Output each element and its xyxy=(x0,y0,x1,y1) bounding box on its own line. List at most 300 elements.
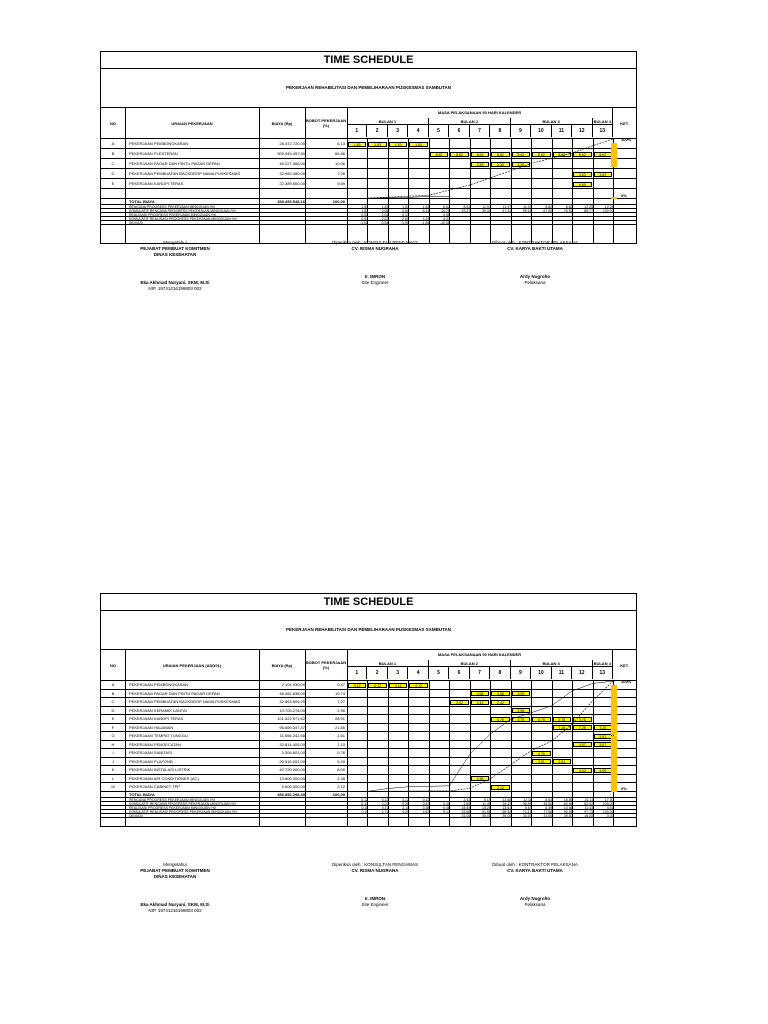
summary-value: 36,99 xyxy=(522,801,532,806)
signature-konsultan xyxy=(320,862,430,908)
summary-value: 24,12 xyxy=(502,801,512,806)
table-row xyxy=(101,139,636,149)
table-body xyxy=(101,681,636,826)
sheet-title: TIME SCHEDULE xyxy=(101,52,636,69)
summary-value: 13,61 xyxy=(502,805,512,810)
summary-value: 0,49 xyxy=(443,801,450,806)
summary-value: 0,12 xyxy=(361,801,368,806)
summary-value: -1,90 xyxy=(400,221,409,225)
summary-value: -10,38 xyxy=(439,221,450,225)
summary-value: 0,08 xyxy=(443,213,450,217)
schedule-bar: 8,62 xyxy=(471,152,489,157)
summary-value: 4,29 xyxy=(402,809,409,814)
sig-role: PEJABAT PEMBUAT KOMITMEN xyxy=(140,246,210,251)
summary-value: 8,64 xyxy=(545,797,553,802)
summary-value: 2,89 xyxy=(463,801,471,806)
row-biaya: 96.669.347,47 xyxy=(279,724,305,730)
summary-value: 2,72 xyxy=(381,809,389,814)
sig-nip: NIP. 19741216199803 002 xyxy=(148,908,202,913)
schedule-sheet-bottom xyxy=(100,593,637,827)
actual-progress-gauge xyxy=(611,736,617,791)
header-biaya: BIAYA (Rp) xyxy=(259,650,306,680)
summary-value: 59,28 xyxy=(522,209,532,213)
summary-value: 51,91 xyxy=(482,809,491,814)
week-number: 3 xyxy=(388,125,408,137)
table-row xyxy=(101,741,636,750)
summary-value: 8,62 xyxy=(463,205,471,209)
table-row xyxy=(101,749,636,758)
row-uraian: PEKERJAAN AIR CONDITIONER (AC) xyxy=(129,775,199,781)
sheet-subtitle: PEKERJAAN REHABILITASI DAN PEMELIHARAAN PUSKESMAS SAMBUTAN xyxy=(101,69,636,108)
week-number: 8 xyxy=(490,667,510,679)
row-biaya: 101.522.971,62 xyxy=(277,716,305,721)
week-number: 8 xyxy=(490,125,510,137)
schedule-bar: 2,42 xyxy=(491,700,509,705)
row-uraian: PEKERJAAN PLAFOND xyxy=(129,758,173,764)
row-bobot: 66,86 xyxy=(334,151,345,156)
summary-label: KOMULATIF REALISASI PROGRESS PEKERJAAN MINGGUAN (%) xyxy=(129,809,238,814)
header-ket: KET. xyxy=(620,662,629,668)
schedule-bar: 2,38 xyxy=(471,776,489,781)
row-uraian: PEKERJAAN HALAMAN xyxy=(129,724,174,730)
row-bobot: 5,49 xyxy=(337,758,345,764)
row-uraian: PEKERJAAN KANOPI TERAS xyxy=(129,716,184,721)
row-uraian: PEKERJAAN INSTALASI LISTRIK xyxy=(129,767,191,772)
summary-value: 29,00 xyxy=(563,813,573,818)
schedule-bar: 5,78 xyxy=(553,717,571,722)
summary-value: 31,00 xyxy=(543,813,553,818)
signature-ppk xyxy=(120,862,230,914)
row-biaya: 2.104.930,00 xyxy=(281,682,305,687)
header-ket: KET. xyxy=(620,120,629,126)
summary-value: 0,12 xyxy=(361,797,368,802)
row-no: K xyxy=(111,767,115,772)
summary-value: 11,97 xyxy=(482,205,491,209)
sig-pre: Dibuat oleh : xyxy=(492,240,518,245)
row-biaya: 28.472.720,00 xyxy=(279,141,305,146)
summary-value: 1,53 xyxy=(361,209,368,213)
summary-value: 4,37 xyxy=(443,217,450,221)
sig-org: DINAS KESEHATAN xyxy=(153,252,197,257)
schedule-bar: 5,78 xyxy=(491,717,509,722)
row-uraian: PEKERJAAN PAGAR DAN PINTU PAGAR DEPAN xyxy=(129,161,220,166)
table-row xyxy=(101,783,636,792)
schedule-bar: 3,35 xyxy=(512,162,530,167)
header-masa: MASA PELAKSANAAN 90 HARI KALENDER xyxy=(347,108,613,118)
schedule-bar: 1,53 xyxy=(368,142,386,147)
table-row xyxy=(101,159,636,169)
header-biaya: BIAYA (Rp) xyxy=(259,108,306,138)
table-row xyxy=(101,724,636,733)
sig-title: Pelaksana xyxy=(524,902,546,907)
plan-progress-gauge xyxy=(611,685,617,735)
row-uraian: PEKERJAAN CABINET TPP xyxy=(129,784,180,789)
summary-value: 2,69 xyxy=(402,217,409,221)
summary-value: 45,52 xyxy=(543,801,553,806)
summary-value: 17,50 xyxy=(604,797,614,802)
signature-ppk xyxy=(120,240,230,292)
row-biaya: 32.814.405,00 xyxy=(279,741,305,747)
row-uraian: PEKERJAAN KANOPI TERAS xyxy=(129,181,184,186)
row-biaya: 46.227.366,00 xyxy=(279,161,305,166)
summary-value: 5,17 xyxy=(443,809,450,814)
schedule-bar: 2,61 xyxy=(594,734,612,739)
summary-value: 90,96 xyxy=(563,809,573,814)
schedule-bar: 0,76 xyxy=(532,751,550,756)
schedule-bar: 3,63 xyxy=(594,172,612,177)
row-uraian: PEKERJAAN TEMPAT TUNGGU xyxy=(129,733,188,738)
summary-value: 0,38 xyxy=(422,805,430,810)
signature-konsultan xyxy=(320,240,430,286)
schedule-sheet-top xyxy=(100,51,637,244)
row-no: F xyxy=(111,724,115,730)
summary-value: 15,85 xyxy=(563,797,573,802)
row-no: B xyxy=(111,151,115,156)
header-uraian: URAIAN PEKERJAAN xyxy=(125,108,260,138)
schedule-bar: 3,35 xyxy=(491,162,509,167)
week-number: 5 xyxy=(429,125,449,137)
summary-value: 15,00 xyxy=(584,813,594,818)
table-row xyxy=(101,189,636,199)
sig-org: CV. RISMA NUGRAHA xyxy=(351,868,399,873)
summary-value: 100,00 xyxy=(602,809,614,814)
sheet-title: TIME SCHEDULE xyxy=(101,594,636,611)
header-bobot: BOBOT PEKERJAAN (%) xyxy=(305,108,348,138)
schedule-bar: 3,57 xyxy=(594,742,612,747)
bulan-label: BULAN 1 xyxy=(347,118,429,125)
summary-value: 0,11 xyxy=(381,805,389,810)
summary-value: 39,00 xyxy=(502,813,512,818)
row-biaya: 11.666.242,58 xyxy=(279,733,305,738)
schedule-bar: 3,58 xyxy=(512,691,530,696)
sig-role: KONSULTAN PENGAWAS xyxy=(364,862,419,867)
week-number: 7 xyxy=(470,125,490,137)
schedule-bar: 8,62 xyxy=(450,152,468,157)
row-no: E xyxy=(111,716,115,721)
week-number: 7 xyxy=(470,667,490,679)
table-row xyxy=(101,732,636,741)
week-number: 11 xyxy=(552,125,572,137)
summary-row xyxy=(101,814,636,818)
bulan-label: BULAN 3 xyxy=(511,660,593,667)
table-row xyxy=(101,169,636,179)
sig-pre: Mengetahui xyxy=(163,240,187,245)
sig-name: Eka Akhmad Nuryani, SKM, M.Si xyxy=(140,902,210,907)
header-no: NO xyxy=(101,650,126,680)
summary-value: 1,53 xyxy=(402,205,409,209)
summary-label: REALISASI PROGRESS PEKERJAAN MINGGUAN (%) xyxy=(129,213,217,217)
summary-label: KOMULATIF RENCANA PROGRESS PEKERJAAN MINGGUAN (%) xyxy=(129,801,236,806)
schedule-bar: 2,81 xyxy=(553,759,571,764)
row-bobot: 2,96 xyxy=(337,707,345,713)
summary-value: 1,53 xyxy=(381,205,389,209)
summary-value: 76,52 xyxy=(563,209,573,213)
header-no: NO xyxy=(101,108,126,138)
summary-value: 77,58 xyxy=(543,809,553,814)
actual-progress-gauge xyxy=(611,197,617,199)
row-biaya: 20.510.002,00 xyxy=(279,758,305,764)
row-bobot: 6,13 xyxy=(337,141,345,146)
schedule-bar: 2,96 xyxy=(512,708,530,713)
summary-value: 34,00 xyxy=(522,813,532,818)
week-number: 4 xyxy=(408,667,428,679)
week-number: 12 xyxy=(572,125,592,137)
summary-value: 13,66 xyxy=(502,797,512,802)
schedule-bar: 3,35 xyxy=(471,162,489,167)
pct-bottom-label: 0% xyxy=(621,785,627,791)
row-no: L xyxy=(111,775,115,781)
total-label: TOTAL BIAYA xyxy=(129,199,155,204)
bulan-label: BULAN 1 xyxy=(347,660,429,667)
summary-value: 65,52 xyxy=(502,809,512,814)
summary-value: 13,66 xyxy=(563,805,573,810)
sig-name: Ardy Nugroho xyxy=(519,896,551,901)
week-number: 13 xyxy=(593,667,613,679)
summary-value: 2,11 xyxy=(402,805,409,810)
total-label: TOTAL BIAYA xyxy=(129,791,155,797)
row-bobot: 2,12 xyxy=(337,784,345,789)
table-row xyxy=(101,758,636,767)
summary-value: 8,62 xyxy=(545,205,553,209)
signature-kontraktor xyxy=(480,862,590,908)
schedule-bar: 7,28 xyxy=(573,725,591,730)
summary-value: 2,52 xyxy=(381,217,389,221)
schedule-bar: 4,00 xyxy=(573,768,591,773)
week-row xyxy=(347,125,613,137)
summary-value: 35,34 xyxy=(482,209,491,213)
summary-value: 12,25 xyxy=(604,205,614,209)
table-header xyxy=(101,108,636,139)
pct-bottom-label: 0% xyxy=(621,193,627,198)
row-no: D xyxy=(111,171,115,176)
summary-label: KOMULATIF RENCANA PROGRESS PEKERJAAN MINGGUAN (%) xyxy=(129,209,236,213)
week-number: 10 xyxy=(531,125,551,137)
row-uraian: PEKERJAAN PAGAR DAN PINTU PAGAR DEPAN xyxy=(129,690,220,696)
row-no: A xyxy=(111,682,115,687)
row-uraian: PEKERJAAN PEMBONGKARAN xyxy=(129,141,189,146)
week-number: 13 xyxy=(593,125,613,137)
schedule-bar: 0,12 xyxy=(389,683,407,688)
summary-value: 0,51 xyxy=(361,217,368,221)
table-body xyxy=(101,139,636,243)
row-biaya: 32.863.506,25 xyxy=(279,699,305,704)
table-row xyxy=(101,707,636,716)
total-bobot: 100,00 xyxy=(332,199,345,204)
week-number: 2 xyxy=(367,125,387,137)
sig-pre: Diperiksa oleh : xyxy=(331,240,363,245)
week-number: 6 xyxy=(449,125,469,137)
sig-org: CV. RISMA NUGRAHA xyxy=(351,246,399,251)
row-biaya: 22.389.600,00 xyxy=(279,181,305,186)
schedule-bar: 8,62 xyxy=(512,152,530,157)
week-number: 1 xyxy=(347,125,367,137)
summary-value: 3,06 xyxy=(381,209,389,213)
row-uraian: PEKERJAAN KERAMIK LANTAI xyxy=(129,707,187,713)
row-biaya: 40.720.000,00 xyxy=(279,767,305,772)
signature-kontraktor xyxy=(480,240,590,286)
week-number: 6 xyxy=(449,667,469,679)
summary-value: 11,43 xyxy=(584,805,594,810)
summary-label: DEVIASI xyxy=(129,813,143,818)
sig-role: KONTRAKTOR PELAKSANA xyxy=(518,240,578,245)
row-uraian: PEKERJAAN PLESTERAN xyxy=(129,151,178,156)
schedule-bar: 7,28 xyxy=(594,725,612,730)
table-header xyxy=(101,650,636,681)
bulan-label: BULAN 2 xyxy=(429,118,511,125)
summary-value: 4,51 xyxy=(606,805,614,810)
sig-title: Pelaksana xyxy=(524,280,546,285)
schedule-bar: 2,42 xyxy=(471,700,489,705)
schedule-bar: 0,12 xyxy=(368,683,386,688)
summary-value: -1,84 xyxy=(421,221,430,225)
summary-label: DEVIASI xyxy=(129,221,143,225)
schedule-bar: 3,63 xyxy=(573,172,591,177)
sig-pre: Mengetahui xyxy=(163,862,187,867)
summary-value: -1,02 xyxy=(360,221,368,225)
summary-value: 11,45 xyxy=(482,801,491,806)
summary-value: 28,49 xyxy=(461,805,471,810)
schedule-bar: 1,53 xyxy=(389,142,407,147)
summary-value: 6,39 xyxy=(545,805,553,810)
bulan-label: BULAN 3 xyxy=(511,118,593,125)
summary-value: 0,47 xyxy=(422,801,430,806)
schedule-bar: 5,78 xyxy=(512,717,530,722)
summary-value: 0,51 xyxy=(361,213,368,217)
row-biaya: 305.943.457,50 xyxy=(277,151,305,156)
schedule-bar: 2,42 xyxy=(450,700,468,705)
summary-value: 0,12 xyxy=(422,797,430,802)
table-row xyxy=(101,690,636,699)
week-number: 3 xyxy=(388,667,408,679)
row-no: C xyxy=(111,161,115,166)
row-bobot: 10,74 xyxy=(334,690,345,696)
row-no: I xyxy=(112,750,114,755)
table-row xyxy=(101,766,636,775)
table-row xyxy=(101,715,636,724)
week-row xyxy=(347,667,613,679)
header-uraian: URAIAN PEKERJAAN (ADD01) xyxy=(125,650,260,680)
row-no: B xyxy=(111,690,115,696)
summary-value: 6,13 xyxy=(422,209,430,213)
week-number: 1 xyxy=(347,667,367,679)
table-row xyxy=(101,775,636,784)
row-biaya: 13.703.278,00 xyxy=(279,707,305,713)
row-biaya: 9.600.000,00 xyxy=(281,784,305,789)
sig-org: DINAS KESEHATAN xyxy=(153,874,197,879)
schedule-bar: 8,62 xyxy=(553,152,571,157)
schedule-bar: 5,78 xyxy=(532,717,550,722)
summary-value: 2,42 xyxy=(463,797,471,802)
summary-value: 5,67 xyxy=(524,805,532,810)
week-number: 4 xyxy=(408,125,428,137)
summary-value: 8,62 xyxy=(443,205,450,209)
summary-value: 82,02 xyxy=(584,801,594,806)
row-bobot: 21,85 xyxy=(334,724,345,730)
row-uraian: PEKERJAAN PEMBUATAN BACKDROP NAMA PUSKESMAS xyxy=(129,699,241,704)
table-row xyxy=(101,681,636,690)
summary-value: 47,31 xyxy=(502,209,512,213)
schedule-bar: 8,62 xyxy=(430,152,448,157)
week-number: 2 xyxy=(367,667,387,679)
summary-value: 18,25 xyxy=(482,805,491,810)
summary-value: 8,62 xyxy=(565,205,573,209)
sig-pre: Dibuat oleh : xyxy=(492,862,518,867)
schedule-bar: 0,12 xyxy=(409,683,427,688)
row-biaya: 46.481.838,00 xyxy=(279,690,305,696)
schedule-bar: 0,12 xyxy=(348,683,366,688)
summary-value: 0,35 xyxy=(402,801,409,806)
row-bobot: 7,10 xyxy=(337,741,345,747)
sig-role: KONTRAKTOR PELAKSANA xyxy=(518,862,578,867)
sig-org: CV. KARYA BAKTI UTAMA xyxy=(507,868,563,873)
row-no: H xyxy=(111,741,115,747)
summary-label: KOMULATIF REALISASI PROGRESS PEKERJAAN MINGGUAN (%) xyxy=(129,217,238,221)
row-bobot: 9,69 xyxy=(337,181,345,186)
row-uraian: PEKERJAAN SANITASI xyxy=(129,750,172,755)
schedule-bar: 8,62 xyxy=(573,152,591,157)
summary-value: 71,19 xyxy=(522,809,532,814)
total-bobot: 100,00 xyxy=(332,791,345,797)
sig-name: Ir. IMRON xyxy=(364,274,386,279)
sig-name: Ardy Nugroho xyxy=(519,274,551,279)
pct-top-label: 100% xyxy=(621,137,632,142)
summary-value: 12,25 xyxy=(584,205,594,209)
sheet-subtitle: PEKERJAAN REHABILITASI DAN PEMELIHARAAN PUSKESMAS SAMBUTAN xyxy=(101,611,636,650)
summary-value: 0,17 xyxy=(402,213,409,217)
summary-value: 12,11 xyxy=(523,797,532,802)
schedule-bar: 1,53 xyxy=(348,142,366,147)
total-biaya: 456.852.298,39 xyxy=(277,791,305,797)
schedule-bar: 2,81 xyxy=(532,759,550,764)
row-no: C xyxy=(111,699,115,704)
schedule-bar: 1,53 xyxy=(409,142,427,147)
sig-title: Site Engineer xyxy=(361,280,389,285)
schedule-bar: 3,58 xyxy=(491,691,509,696)
week-number: 12 xyxy=(572,667,592,679)
row-uraian: PEKERJAAN PEMBUATAN BACKDROP NAMA PUSKESMAS xyxy=(129,171,241,176)
total-biaya: 458.453.548,16 xyxy=(277,199,305,204)
sig-pre: Diperiksa oleh : xyxy=(331,862,363,867)
row-bobot: 7,27 xyxy=(337,699,345,704)
schedule-bar: 3,58 xyxy=(471,691,489,696)
summary-value: 0,00 xyxy=(606,813,614,818)
summary-value: 4,29 xyxy=(422,217,430,221)
row-bobot: 8,00 xyxy=(337,767,345,772)
row-biaya: 3.306.803,00 xyxy=(281,750,305,755)
summary-value: 39,00 xyxy=(482,813,491,818)
summary-value: 0,11 xyxy=(361,809,368,814)
row-no: E xyxy=(111,181,115,186)
sig-org: CV. KARYA BAKTI UTAMA xyxy=(507,246,563,251)
summary-value: 100,00 xyxy=(602,209,614,213)
sig-nip: NIP. 19741216199803 002 xyxy=(148,286,202,291)
bulan-row xyxy=(347,118,613,125)
week-number: 10 xyxy=(531,667,551,679)
bulan-label: BULAN 4 xyxy=(593,660,613,667)
week-number: 9 xyxy=(511,125,531,137)
row-bobot: 2,38 xyxy=(337,775,345,781)
row-no: M xyxy=(111,784,115,789)
summary-value: 100,00 xyxy=(602,801,614,806)
summary-value: 88,77 xyxy=(584,209,594,213)
table-row xyxy=(101,149,636,159)
summary-value: 97,73 xyxy=(584,809,594,814)
row-bobot: 2,61 xyxy=(337,733,345,738)
sig-name: Ir. IMRON xyxy=(364,896,386,901)
row-no: A xyxy=(111,141,115,146)
header-masa: MASA PELAKSANAAN 90 HARI KALENDER xyxy=(347,650,613,660)
summary-label: REALISASI PROGRESS PEKERJAAN MINGGUAN (%) xyxy=(129,805,217,810)
